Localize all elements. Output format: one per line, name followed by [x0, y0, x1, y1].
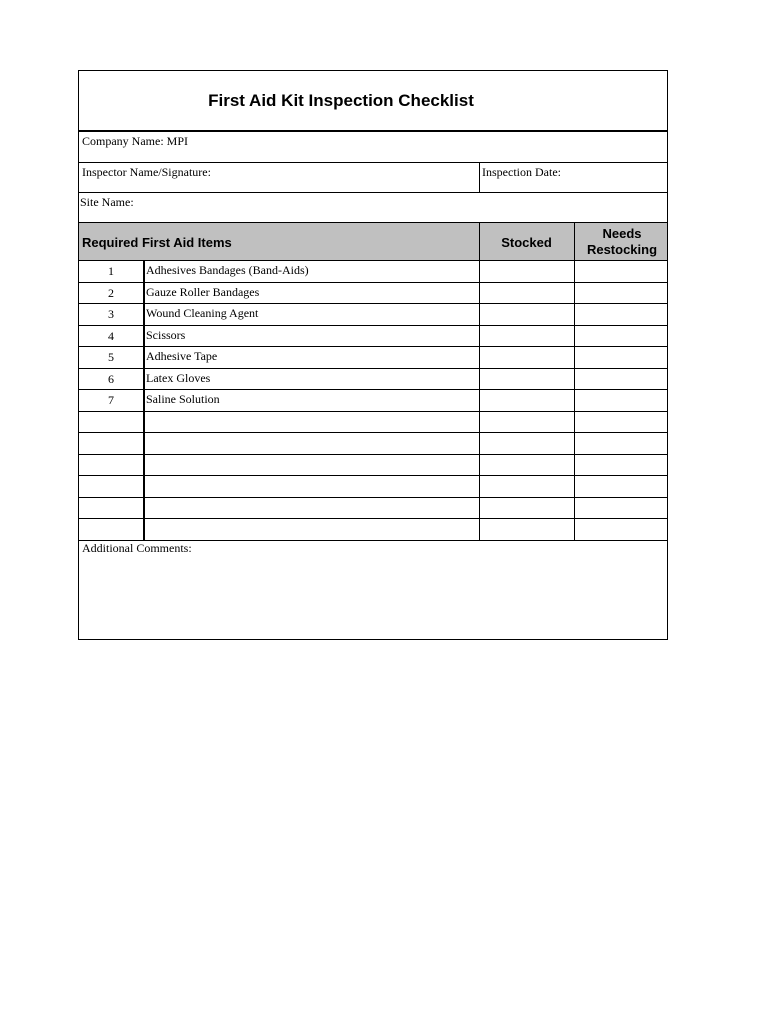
item-number: 6 [108, 371, 114, 386]
item-number: 2 [108, 285, 114, 300]
checklist-form [78, 70, 668, 640]
table-row [79, 433, 667, 455]
table-row [79, 326, 667, 348]
needs-restocking-cell[interactable] [575, 433, 667, 454]
needs-restocking-cell[interactable] [575, 498, 667, 519]
stocked-cell[interactable] [480, 304, 574, 325]
stocked-cell[interactable] [480, 455, 574, 476]
stocked-cell[interactable] [480, 369, 574, 390]
stocked-cell[interactable] [480, 498, 574, 519]
needs-restocking-cell[interactable] [575, 412, 667, 433]
stocked-cell[interactable] [480, 519, 574, 540]
stocked-cell[interactable] [480, 283, 574, 304]
company-row [79, 132, 667, 163]
header-stocked: Stocked [501, 234, 552, 250]
divider [143, 283, 145, 304]
header-needs-restocking: Needs Restocking [586, 226, 658, 257]
item-number: 5 [108, 350, 114, 364]
item-name: Latex Gloves [146, 370, 211, 385]
table-row [79, 369, 667, 391]
needs-restocking-cell[interactable] [575, 519, 667, 540]
divider [143, 476, 145, 497]
table-row [79, 304, 667, 326]
item-number: 3 [108, 307, 114, 321]
divider [143, 261, 145, 282]
table-row [79, 412, 667, 434]
item-name: Wound Cleaning Agent [146, 306, 259, 320]
divider [143, 433, 145, 454]
divider [143, 390, 145, 411]
needs-restocking-cell[interactable] [575, 476, 667, 497]
item-name: Adhesives Bandages (Band-Aids) [146, 263, 309, 277]
item-name: Adhesive Tape [146, 349, 218, 363]
stocked-cell[interactable] [480, 390, 574, 411]
divider [574, 223, 575, 260]
item-name: Scissors [146, 327, 186, 342]
needs-restocking-cell[interactable] [575, 455, 667, 476]
needs-restocking-cell[interactable] [575, 347, 667, 368]
stocked-cell[interactable] [480, 347, 574, 368]
table-row [79, 498, 667, 520]
needs-restocking-cell[interactable] [575, 369, 667, 390]
table-row [79, 455, 667, 477]
needs-restocking-cell[interactable] [575, 390, 667, 411]
item-number: 4 [108, 328, 114, 343]
site-row [79, 193, 667, 223]
item-name: Saline Solution [146, 392, 220, 406]
divider [143, 519, 145, 540]
item-number: 1 [108, 264, 114, 278]
needs-restocking-cell[interactable] [575, 304, 667, 325]
item-number: 7 [108, 393, 114, 407]
inspection-date-field[interactable]: Inspection Date: [482, 165, 561, 179]
item-name: Gauze Roller Bandages [146, 284, 260, 299]
divider [143, 369, 145, 390]
table-row [79, 390, 667, 412]
page-title: First Aid Kit Inspection Checklist [208, 91, 474, 110]
needs-restocking-cell[interactable] [575, 326, 667, 347]
divider [143, 412, 145, 433]
inspector-name-field[interactable]: Inspector Name/Signature: [82, 165, 211, 179]
stocked-cell[interactable] [480, 326, 574, 347]
divider [143, 498, 145, 519]
comments-section[interactable] [79, 540, 667, 640]
stocked-cell[interactable] [480, 261, 574, 282]
table-row [79, 347, 667, 369]
needs-restocking-cell[interactable] [575, 283, 667, 304]
table-header [79, 223, 667, 261]
divider [143, 326, 145, 347]
table-row [79, 261, 667, 283]
table-row [79, 476, 667, 498]
stocked-cell[interactable] [480, 412, 574, 433]
header-items: Required First Aid Items [82, 234, 232, 250]
needs-restocking-cell[interactable] [575, 261, 667, 282]
company-name-field[interactable]: Company Name: MPI [82, 134, 188, 148]
divider [143, 304, 145, 325]
title-row [79, 71, 667, 132]
divider [143, 455, 145, 476]
table-row [79, 519, 667, 541]
divider [479, 163, 480, 192]
stocked-cell[interactable] [480, 476, 574, 497]
site-name-field[interactable]: Site Name: [80, 195, 134, 209]
table-row [79, 283, 667, 305]
inspector-row [79, 163, 667, 193]
divider [143, 347, 145, 368]
stocked-cell[interactable] [480, 433, 574, 454]
comments-label: Additional Comments: [82, 541, 192, 555]
